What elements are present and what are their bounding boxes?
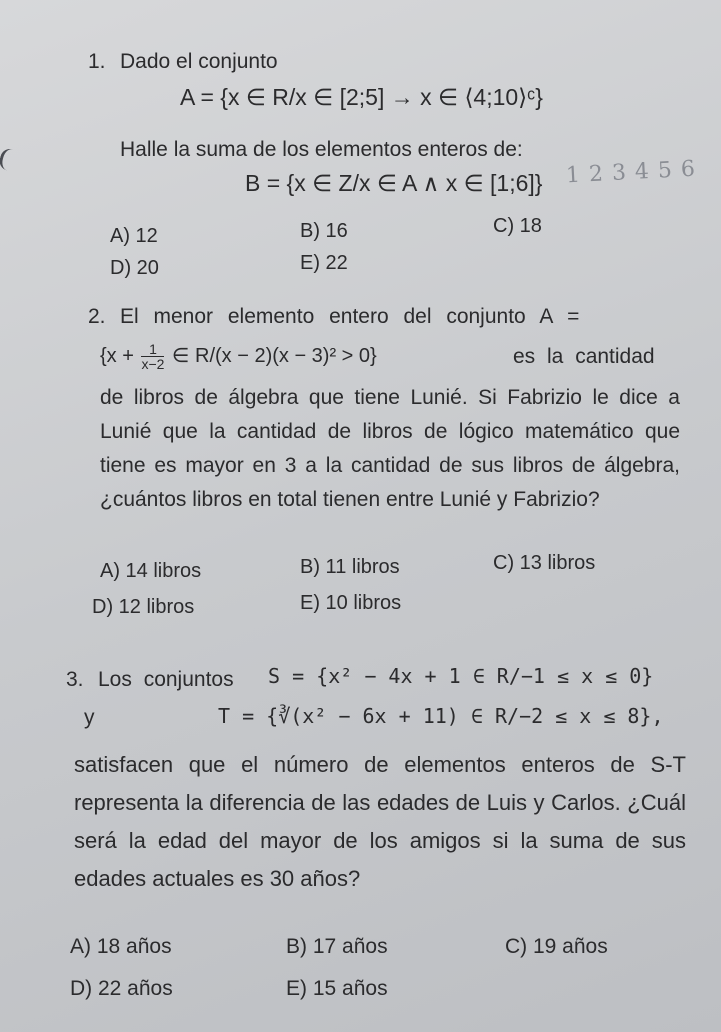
q2-option-a[interactable]: A) 14 libros: [100, 560, 202, 582]
q2-set-left: {x +: [100, 344, 134, 367]
q2-line2-tail: es la cantidad: [513, 345, 655, 368]
q1-question: Halle la suma de los elementos enteros de:: [120, 138, 523, 161]
q2-option-b[interactable]: B) 11 libros: [300, 556, 400, 578]
q2-option-e[interactable]: E) 10 libros: [300, 592, 402, 614]
q1-set-a: A = {x ∈ R/x ∈ [2;5] → x ∈ ⟨4;10⟩ᶜ}: [180, 84, 543, 110]
q1-option-c[interactable]: C) 18: [493, 215, 542, 237]
q2-option-d[interactable]: D) 12 libros: [92, 596, 195, 618]
q1-option-a[interactable]: A) 12: [110, 225, 158, 247]
q3-line1: Los conjuntos: [98, 668, 234, 691]
q1-intro: Dado el conjunto: [120, 50, 278, 73]
q2-fraction: [141, 342, 164, 371]
q3-and: y: [84, 706, 95, 729]
q2-frac-den: x−2: [141, 356, 165, 372]
q3-body: satisfacen que el número de elementos enteros de S-T representa la diferencia de las edades de Luis y Carlos. ¿Cuál será la edad del mayor de los amigos si la suma de sus edades actuales es 30 años?: [74, 752, 686, 891]
q1-option-e[interactable]: E) 22: [300, 252, 348, 274]
q3-option-c[interactable]: C) 19 años: [505, 935, 608, 958]
pen-mark: [0, 147, 16, 172]
q3-option-e[interactable]: E) 15 años: [286, 977, 388, 1000]
q3-set-t: T = {∛(x² − 6x + 11) ∈ R/−2 ≤ x ≤ 8},: [218, 704, 664, 728]
q3-option-d[interactable]: D) 22 años: [70, 977, 173, 1000]
q1-set-b: B = {x ∈ Z/x ∈ A ∧ x ∈ [1;6]}: [245, 170, 543, 196]
q3-option-b[interactable]: B) 17 años: [286, 935, 388, 958]
q3-option-a[interactable]: A) 18 años: [70, 935, 172, 958]
q2-set-right: ∈ R/(x − 2)(x − 3)² > 0}: [172, 344, 377, 367]
q2-set: [100, 342, 377, 371]
q1-option-b[interactable]: B) 16: [300, 220, 348, 242]
q1-option-d[interactable]: D) 20: [110, 257, 159, 279]
q2-option-c[interactable]: C) 13 libros: [493, 552, 596, 574]
q2-number: 2.: [88, 305, 106, 328]
q1-number: 1.: [88, 50, 106, 73]
q3-number: 3.: [66, 668, 84, 691]
q1-handwritten-note: 1 2 3 4 5 6: [565, 156, 697, 189]
q2-line1: El menor elemento entero del conjunto A =: [120, 305, 580, 328]
q2-frac-num: 1: [141, 342, 164, 357]
q3-set-s: S = {x² − 4x + 1 ∈ R/−1 ≤ x ≤ 0}: [268, 664, 654, 688]
q2-body: de libros de álgebra que tiene Lunié. Si Fabrizio le dice a Lunié que la cantidad de libros de lógico matemático que tiene es mayor en 3 a la cantidad de sus libros de álgebra, ¿cuántos libros en total tienen entre Lunié y Fabrizio?: [100, 386, 680, 511]
